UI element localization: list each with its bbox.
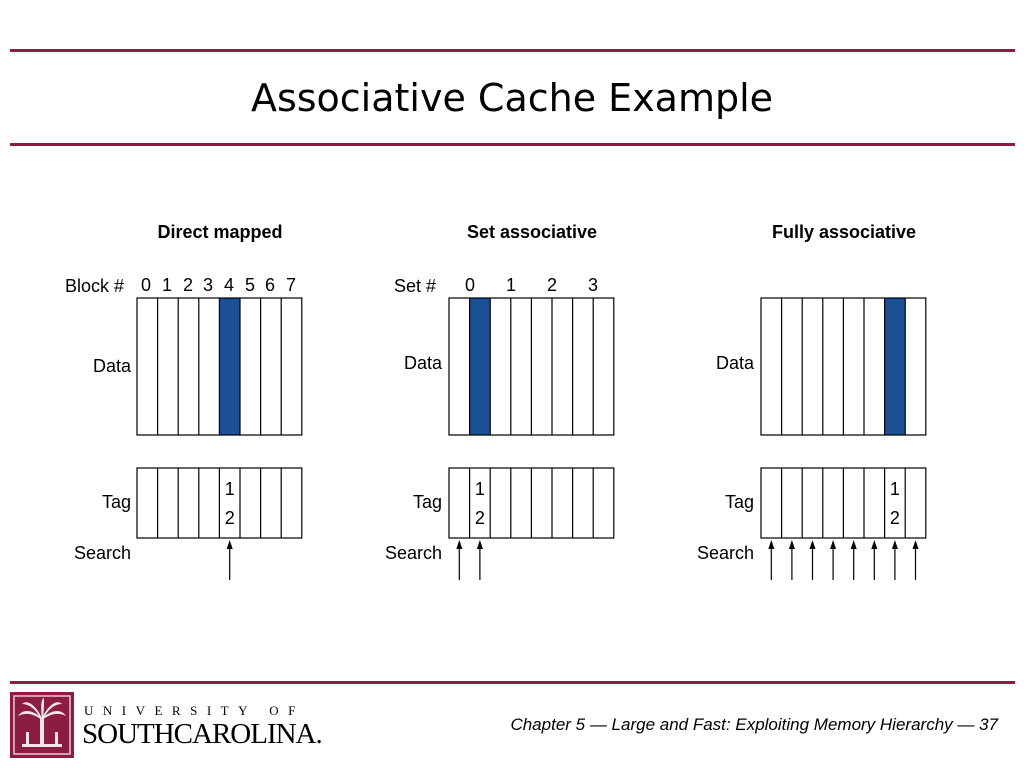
panel-1 xyxy=(385,222,614,580)
index-number: 0 xyxy=(464,275,476,295)
index-number: 1 xyxy=(161,275,173,295)
search-label: Search xyxy=(384,543,442,563)
panel-heading: Set associative xyxy=(466,222,598,242)
footer-chapter-text: Chapter 5 — Large and Fast: Exploiting Memory Hierarchy — 37 xyxy=(510,715,998,734)
up-arrow-icon xyxy=(456,540,462,580)
highlighted-block xyxy=(885,298,906,435)
index-number: 7 xyxy=(285,275,297,295)
tag-value-digit: 1 xyxy=(224,479,235,499)
tag-value-digit: 1 xyxy=(474,479,485,499)
search-label: Search xyxy=(696,543,754,563)
panel-heading: Fully associative xyxy=(771,222,917,242)
panel-2 xyxy=(697,222,926,580)
tag-value-digit: 2 xyxy=(474,508,485,528)
up-arrow-icon xyxy=(768,540,774,580)
index-number: 3 xyxy=(587,275,599,295)
up-arrow-icon xyxy=(830,540,836,580)
index-number: 1 xyxy=(505,275,517,295)
index-number: 4 xyxy=(223,275,235,295)
tag-label: Tag xyxy=(724,492,754,512)
highlighted-block xyxy=(470,298,491,435)
highlighted-block xyxy=(219,298,240,435)
university-name-line1: UNIVERSITY OF xyxy=(84,703,305,718)
tag-label: Tag xyxy=(412,492,442,512)
up-arrow-icon xyxy=(892,540,898,580)
index-number: 6 xyxy=(264,275,276,295)
index-number: 3 xyxy=(202,275,214,295)
slide-title: Associative Cache Example xyxy=(250,76,774,120)
up-arrow-icon xyxy=(913,540,919,580)
index-label: Set # xyxy=(393,276,436,296)
tag-value-digit: 2 xyxy=(889,508,900,528)
university-name-line2: SOUTHCAROLINA. xyxy=(82,718,322,750)
index-label: Block # xyxy=(64,276,124,296)
up-arrow-icon xyxy=(810,540,816,580)
data-label: Data xyxy=(403,353,442,373)
up-arrow-icon xyxy=(477,540,483,580)
search-label: Search xyxy=(73,543,131,563)
tag-value-digit: 1 xyxy=(889,479,900,499)
up-arrow-icon xyxy=(851,540,857,580)
footer-rule xyxy=(10,681,1015,684)
up-arrow-icon xyxy=(789,540,795,580)
data-label: Data xyxy=(92,356,131,376)
index-number: 2 xyxy=(546,275,558,295)
data-label: Data xyxy=(715,353,754,373)
up-arrow-icon xyxy=(871,540,877,580)
panel-heading: Direct mapped xyxy=(157,222,283,242)
index-number: 0 xyxy=(140,275,152,295)
up-arrow-icon xyxy=(227,540,233,580)
tag-label: Tag xyxy=(101,492,131,512)
index-number: 2 xyxy=(182,275,194,295)
palmetto-tree-icon xyxy=(10,692,74,758)
index-number: 5 xyxy=(244,275,256,295)
panel-0 xyxy=(65,222,302,580)
tag-value-digit: 2 xyxy=(224,508,235,528)
